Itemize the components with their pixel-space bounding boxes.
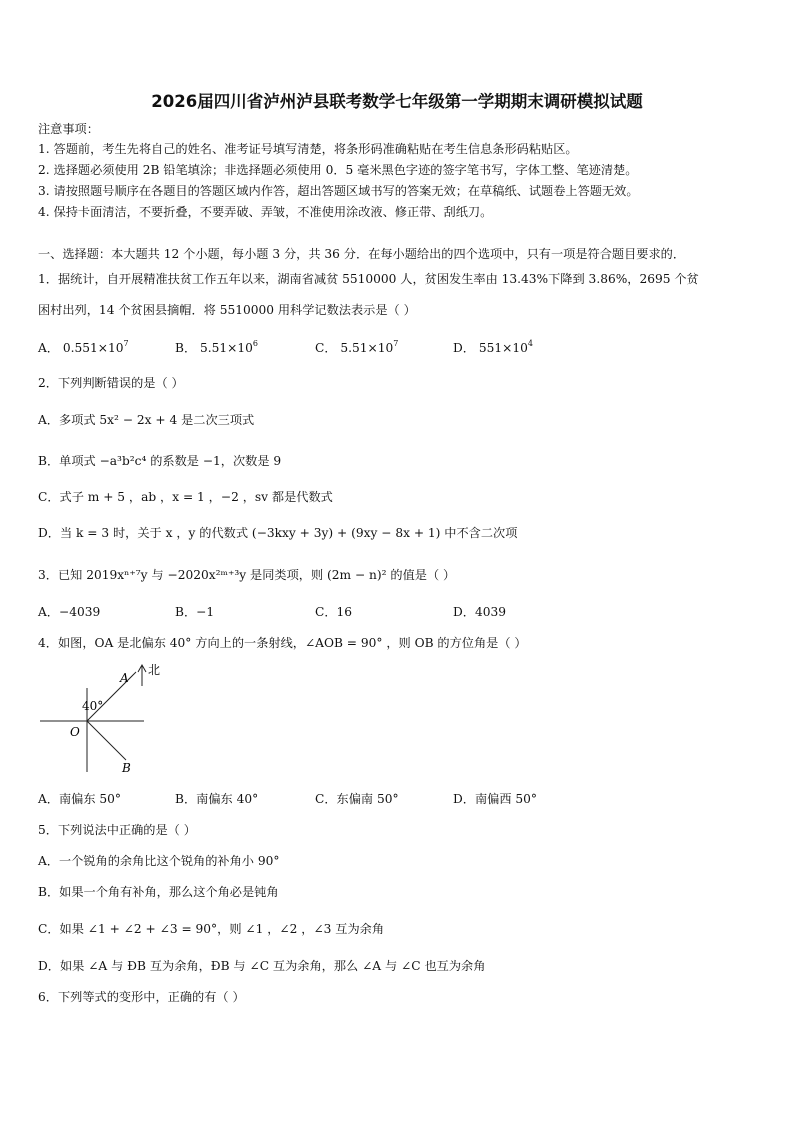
q1-option-c-exponent: 7 <box>393 339 399 348</box>
q1-option-c-mantissa: 5.51×10 <box>340 341 394 355</box>
q5-stem: 5．下列说法中正确的是（ ） <box>38 823 196 837</box>
q1-stem-line2: 困村出列，14 个贫困县摘帽．将 5510000 用科学记数法表示是（ ） <box>38 303 416 317</box>
q5-option-c: C．如果 ∠1 + ∠2 + ∠3 = 90°，则 ∠1 ，∠2 ，∠3 互为余角 <box>38 922 385 936</box>
q2-stem: 2．下列判断错误的是（ ） <box>38 376 184 390</box>
q4-option-d: D．南偏西 50° <box>453 792 537 806</box>
notice-heading: 注意事项： <box>38 122 99 136</box>
q6-stem: 6．下列等式的变形中，正确的有（ ） <box>38 990 245 1004</box>
q5-option-a: A．一个锐角的余角比这个锐角的补角小 90° <box>38 854 280 868</box>
q4-option-c: C．东偏南 50° <box>315 792 399 806</box>
point-b-label: B <box>122 761 131 775</box>
notice-item-2: 2. 选择题必须使用 2B 铅笔填涂；非选择题必须使用 0．5 毫米黑色字迹的签字笔书写，字体工整、笔迹清楚。 <box>38 163 638 177</box>
page-title: 2026届四川省泸州泸县联考数学七年级第一学期期末调研模拟试题 <box>151 92 643 111</box>
q1-option-c <box>315 340 398 356</box>
q2-option-a: A．多项式 5x² − 2x + 4 是二次三项式 <box>38 413 255 427</box>
q1-option-a-exponent: 7 <box>123 339 129 348</box>
point-o-label: O <box>70 725 80 739</box>
q3-stem: 3．已知 2019xⁿ⁺⁷y 与 −2020x²ᵐ⁺³y 是同类项，则 (2m − n)² 的值是（ ） <box>38 568 456 582</box>
q1-option-c-label: C． <box>315 341 337 355</box>
q5-option-d: D．如果 ∠A 与 ÐB 互为余角，ÐB 与 ∠C 互为余角，那么 ∠A 与 ∠C 也互为余角 <box>38 959 486 973</box>
q3-option-a: A．−4039 <box>38 605 101 619</box>
q1-option-b-exponent: 6 <box>252 339 258 348</box>
notice-item-3: 3. 请按照题号顺序在各题目的答题区域内作答，超出答题区域书写的答案无效；在草稿纸、试题卷上答题无效。 <box>38 184 639 198</box>
notice-item-1: 1. 答题前，考生先将自己的姓名、准考证号填写清楚，将条形码准确粘贴在考生信息条形码粘贴区。 <box>38 142 578 156</box>
q1-option-a-label: A． <box>38 341 59 355</box>
ray-ob <box>87 721 126 760</box>
q1-option-a <box>38 340 129 356</box>
q2-option-d: D．当 k = 3 时，关于 x ，y 的代数式 (−3kxy + 3y) + (9xy − 8x + 1) 中不含二次项 <box>38 526 518 540</box>
q3-option-c: C．16 <box>315 605 353 619</box>
q3-option-b: B．−1 <box>175 605 215 619</box>
q1-stem-line1: 1．据统计，自开展精准扶贫工作五年以来，湖南省减贫 5510000 人，贫困发生率由 13.43%下降到 3.86%，2695 个贫 <box>38 272 699 286</box>
q2-option-b: B．单项式 −a³b²c⁴ 的系数是 −1，次数是 9 <box>38 454 282 468</box>
notice-item-4: 4. 保持卡面清洁，不要折叠，不要弄破、弄皱，不准使用涂改液、修正带、刮纸刀。 <box>38 205 493 219</box>
q3-option-d: D．4039 <box>453 605 506 619</box>
north-label: 北 <box>148 663 160 677</box>
q1-option-d-label: D． <box>453 341 475 355</box>
q5-option-b: B．如果一个角有补角，那么这个角必是钝角 <box>38 885 279 899</box>
q4-option-a: A．南偏东 50° <box>38 792 122 806</box>
section-heading: 一、选择题：本大题共 12 个小题，每小题 3 分，共 36 分．在每小题给出的四个选项中，只有一项是符合题目要求的． <box>38 247 686 261</box>
q1-option-d <box>453 340 533 356</box>
q1-option-b-label: B． <box>175 341 197 355</box>
q1-option-b-mantissa: 5.51×10 <box>200 341 253 355</box>
q1-option-d-exponent: 4 <box>527 339 533 348</box>
q4-option-b: B．南偏东 40° <box>175 792 259 806</box>
angle-label: 40° <box>82 699 104 713</box>
q1-option-a-mantissa: 0.551×10 <box>62 341 124 355</box>
q2-option-c: C．式子 m + 5 ，ab ，x = 1 ，−2 ，sv 都是代数式 <box>38 490 333 504</box>
q4-direction-diagram <box>36 660 160 780</box>
point-a-label: A <box>120 671 129 685</box>
q1-option-d-mantissa: 551×10 <box>478 341 528 355</box>
q1-option-b <box>175 340 258 356</box>
q4-stem: 4．如图，OA 是北偏东 40° 方向上的一条射线，∠AOB = 90° ，则 OB 的方位角是（ ） <box>38 636 527 650</box>
